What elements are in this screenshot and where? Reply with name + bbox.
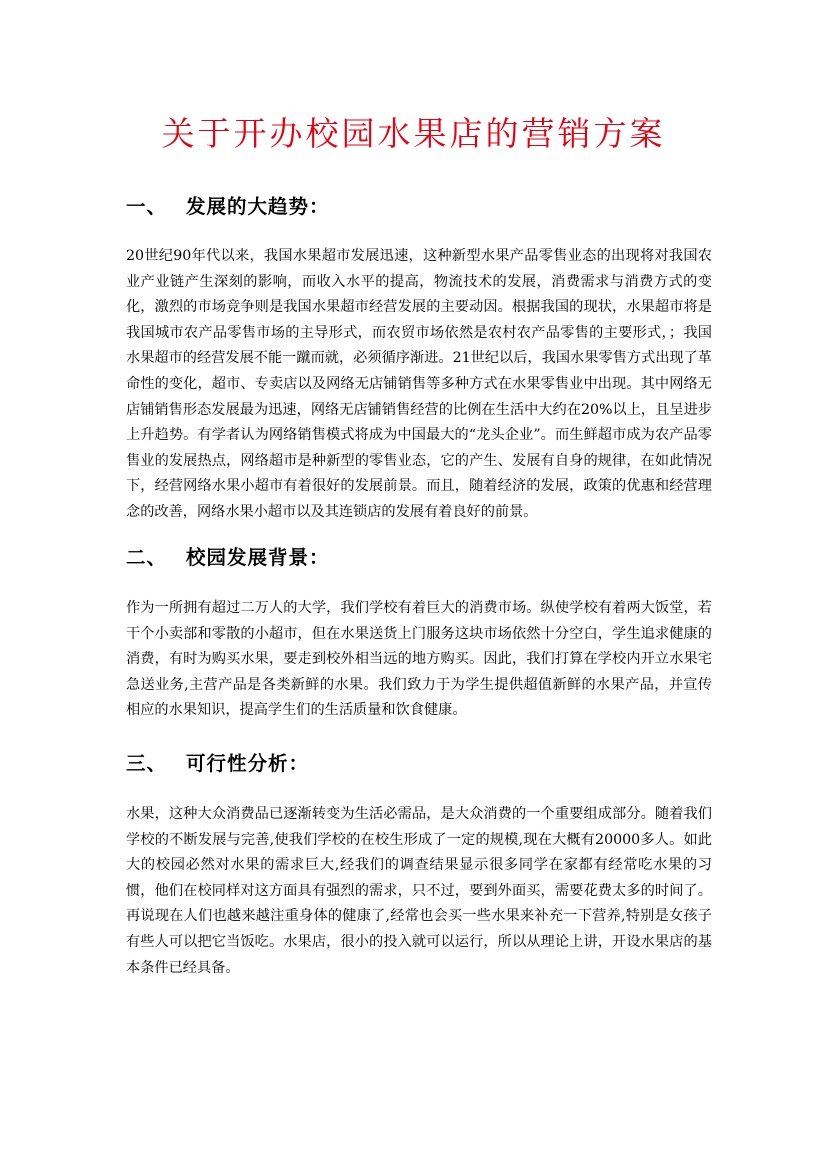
section-paragraph-1: 20世纪90年代以来，我国水果超市发展迅速，这种新型水果产品零售业态的出现将对我国农业产业链产生深刻的影响，而收入水平的提高，物流技术的发展，消费需求与消费方式的变化，激烈的市场竞争则是我国水果超市经营发展的主要动因。根据我国的现状，水果超市将是我国城市农产品零售市场的主导形式，而农贸市场依然是农村农产品零售的主要形式，；我国水果超市的经营发展不能一蹴而就，必须循序渐进。21世纪以后，我国水果零售方式出现了革命性的变化，超市、专卖店以及网络无店铺销售等多种方式在水果零售业中出现。其中网络无店铺销售形态发展最为迅速，网络无店铺销售经营的比例在生活中大约在20%以上，且呈进步上升趋势。有学者认为网络销售模式将成为中国最大的“龙头企业”。而生鲜超市成为农产品零售业的发展热点，网络超市是种新型的零售业态，它的产生、发展有自身的规律，在如此情况下，经营网络水果小超市有着很好的发展前景。而且，随着经济的发展，政策的优惠和经营理念的改善，网络水果小超市以及其连锁店的发展有着良好的前景。 xyxy=(126,248,712,520)
section-paragraph-2: 作为一所拥有超过二万人的大学，我们学校有着巨大的消费市场。纵使学校有着两大饭堂，若干个小卖部和零散的小超市，但在水果送货上门服务这块市场依然十分空白，学生追求健康的消费，有时为购买水果，要走到校外相当远的地方购买。因此，我们打算在学校内开立水果宅急送业务,主营产品是各类新鲜的水果。我们致力于为学生提供超值新鲜的水果产品，并宣传相应的水果知识，提高学生们的生活质量和饮食健康。 xyxy=(126,600,712,719)
document-title: 关于开办校园水果店的营销方案 xyxy=(161,114,666,153)
section-heading-1 xyxy=(126,193,330,221)
section-title: 校园发展背景： xyxy=(186,546,330,569)
section-paragraph-3: 水果，这种大众消费品已逐渐转变为生活必需品，是大众消费的一个重要组成部分。随着我们学校的不断发展与完善,使我们学校的在校生形成了一定的规模,现在大概有20000多人。如此大的校园必然对水果的需求巨大,经我们的调查结果显示很多同学在家都有经常吃水果的习惯，他们在校同样对这方面具有强烈的需求，只不过，要到外面买，需要花费太多的时间了。再说现在人们也越来越注重身体的健康了,经常也会买一些水果来补充一下营养,特别是女孩子有些人可以把它当饭吃。水果店，很小的投入就可以运行，所以从理论上讲，开设水果店的基本条件已经具备。 xyxy=(126,806,712,976)
section-number: 三、 xyxy=(126,752,168,775)
section-title: 可行性分析： xyxy=(186,752,310,775)
section-heading-2 xyxy=(126,544,330,572)
section-heading-3 xyxy=(126,750,309,778)
section-number: 一、 xyxy=(126,195,168,218)
section-title: 发展的大趋势： xyxy=(186,195,330,218)
section-number: 二、 xyxy=(126,546,168,569)
